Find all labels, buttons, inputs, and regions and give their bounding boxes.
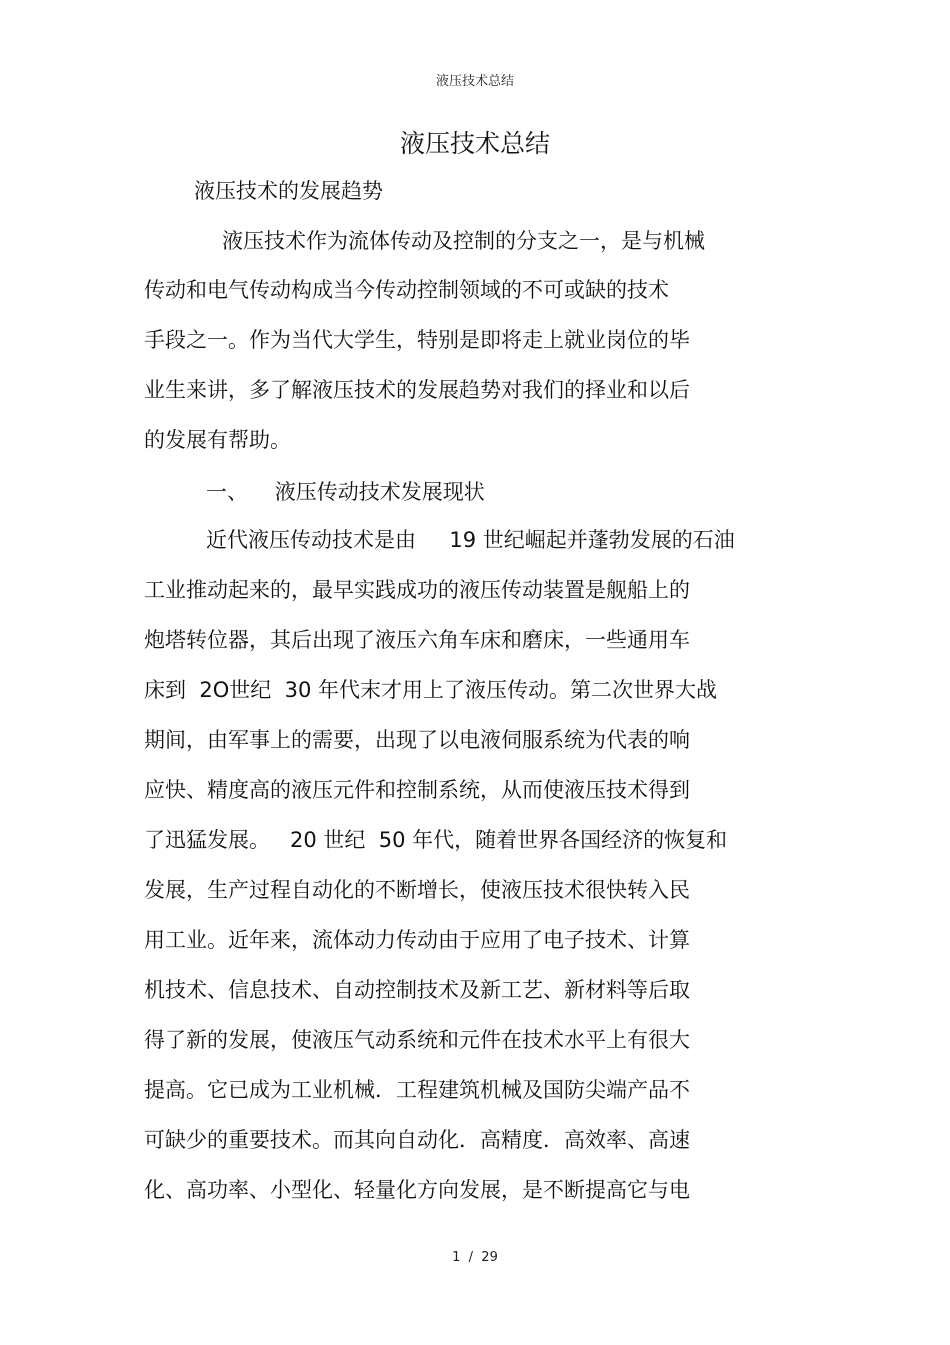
paragraph-line: 近代液压传动技术是由 19 世纪崛起并蓬勃发展的石油 <box>206 528 735 552</box>
page-number: 1 / 29 <box>452 1250 498 1265</box>
paragraph-line: 传动和电气传动构成当今传动控制领域的不可或缺的技术 <box>144 278 669 302</box>
paragraph-line: 炮塔转位器，其后出现了液压六角车床和磨床，一些通用车 <box>144 628 690 652</box>
paragraph-line: 应快、精度高的液压元件和控制系统，从而使液压技术得到 <box>144 778 690 802</box>
paragraph-line: 工业推动起来的，最早实践成功的液压传动装置是舰船上的 <box>144 578 690 602</box>
paragraph-line: 期间，由军事上的需要，出现了以电液伺服系统为代表的响 <box>144 728 690 752</box>
paragraph-line: 得了新的发展，使液压气动系统和元件在技术水平上有很大 <box>144 1028 690 1052</box>
paragraph-line: 了迅猛发展。 20 世纪 50 年代，随着世界各国经济的恢复和 <box>144 828 728 852</box>
paragraph-line: 床到 2O世纪 30 年代末才用上了液压传动。第二次世界大战 <box>144 678 717 702</box>
paragraph-line: 用工业。近年来，流体动力传动由于应用了电子技术、计算 <box>144 928 690 952</box>
paragraph-line: 的发展有帮助。 <box>144 428 291 452</box>
paragraph-line: 提高。它已成为工业机械．工程建筑机械及国防尖端产品不 <box>144 1078 690 1102</box>
paragraph-line: 可缺少的重要技术。而其向自动化．高精度．高效率、高速 <box>144 1128 690 1152</box>
paragraph-line: 化、高功率、小型化、轻量化方向发展，是不断提高它与电 <box>144 1178 690 1202</box>
paragraph-line: 机技术、信息技术、自动控制技术及新工艺、新材料等后取 <box>144 978 690 1002</box>
paragraph-line: 液压技术作为流体传动及控制的分支之一，是与机械 <box>222 229 705 253</box>
paragraph-line: 发展，生产过程自动化的不断增长，使液压技术很快转入民 <box>144 878 690 902</box>
section-heading: 液压技术的发展趋势 <box>194 179 383 203</box>
subsection-heading: 一、 液压传动技术发展现状 <box>206 480 485 504</box>
paragraph-line: 手段之一。作为当代大学生，特别是即将走上就业岗位的毕 <box>144 328 690 352</box>
running-header: 液压技术总结 <box>435 74 514 89</box>
document-title: 液压技术总结 <box>399 129 550 158</box>
paragraph-line: 业生来讲，多了解液压技术的发展趋势对我们的择业和以后 <box>144 378 690 402</box>
